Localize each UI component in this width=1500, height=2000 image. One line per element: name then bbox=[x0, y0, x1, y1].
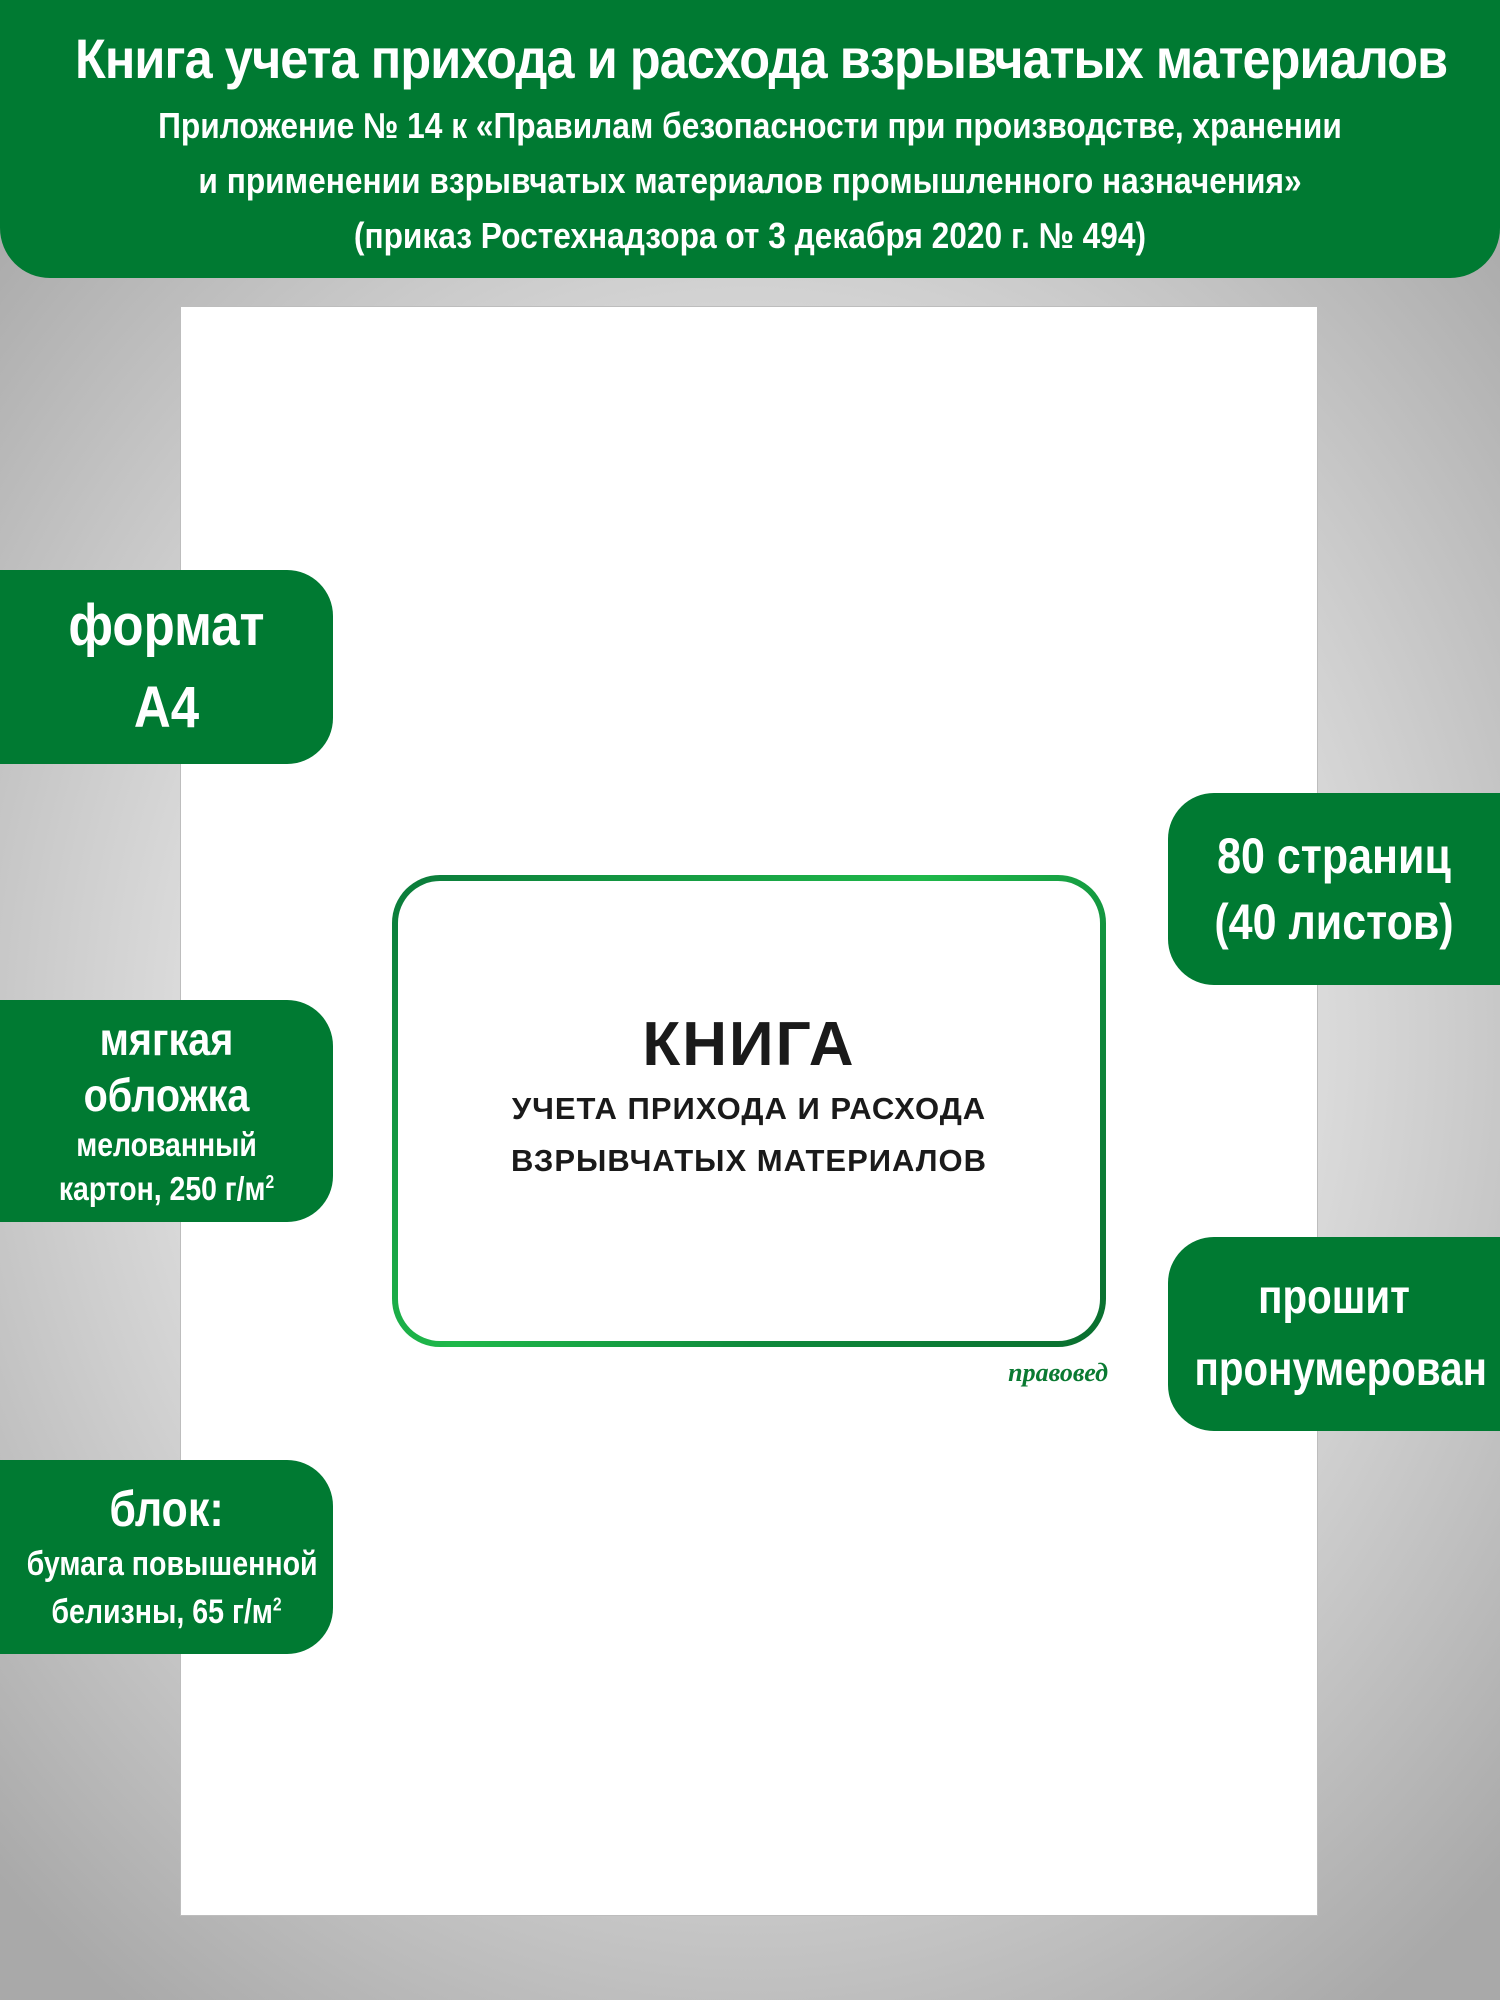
badge-binding bbox=[1168, 1237, 1500, 1431]
cover-subtitle-line-1: УЧЕТА ПРИХОДА И РАСХОДА bbox=[511, 1090, 987, 1126]
badge-cover-line-1: мягкая bbox=[99, 1013, 234, 1065]
badge-binding-line-1: прошит bbox=[1258, 1271, 1410, 1324]
badge-pages-line-1: 80 страниц bbox=[1217, 828, 1451, 884]
cover-title: КНИГА bbox=[642, 1009, 856, 1079]
badge-cover-type bbox=[0, 1000, 333, 1222]
badge-cover-line-2: обложка bbox=[83, 1069, 250, 1121]
badge-format-line-2: А4 bbox=[133, 675, 200, 740]
badge-pages-line-2: (40 листов) bbox=[1214, 894, 1454, 950]
badge-cover-detail-2: картон, 250 $г/м^2$ bbox=[58, 1170, 275, 1207]
subtitle-line-3: (приказ Ростехнадзора от 3 декабря 2020 г. № 494) bbox=[353, 215, 1147, 256]
badge-block-title: блок: bbox=[109, 1481, 224, 1537]
badge-binding-line-2: пронумерован bbox=[1194, 1343, 1487, 1396]
badge-block-line-1: бумага повышенной bbox=[26, 1545, 318, 1583]
badge-block bbox=[0, 1460, 333, 1654]
header-banner bbox=[0, 0, 1500, 278]
cover-subtitle-line-2: ВЗРЫВЧАТЫХ МАТЕРИАЛОВ bbox=[510, 1142, 988, 1178]
subtitle-line-2: и применении взрывчатых материалов промышленного назначения» bbox=[198, 160, 1302, 201]
badge-block-line-2: белизны, 65 $г/м^2$ bbox=[51, 1593, 282, 1631]
badge-format bbox=[0, 570, 333, 764]
product-title: Книга учета прихода и расхода взрывчатых материалов bbox=[75, 27, 1448, 90]
badge-pages bbox=[1168, 793, 1500, 985]
brand-logo: правовед bbox=[1008, 1358, 1108, 1387]
badge-cover-detail-1: мелованный bbox=[76, 1126, 257, 1163]
cover-title-frame bbox=[392, 875, 1106, 1347]
subtitle-line-1: Приложение № 14 к «Правилам безопасности при производстве, хранении bbox=[158, 105, 1342, 146]
badge-format-line-1: формат bbox=[68, 593, 265, 658]
